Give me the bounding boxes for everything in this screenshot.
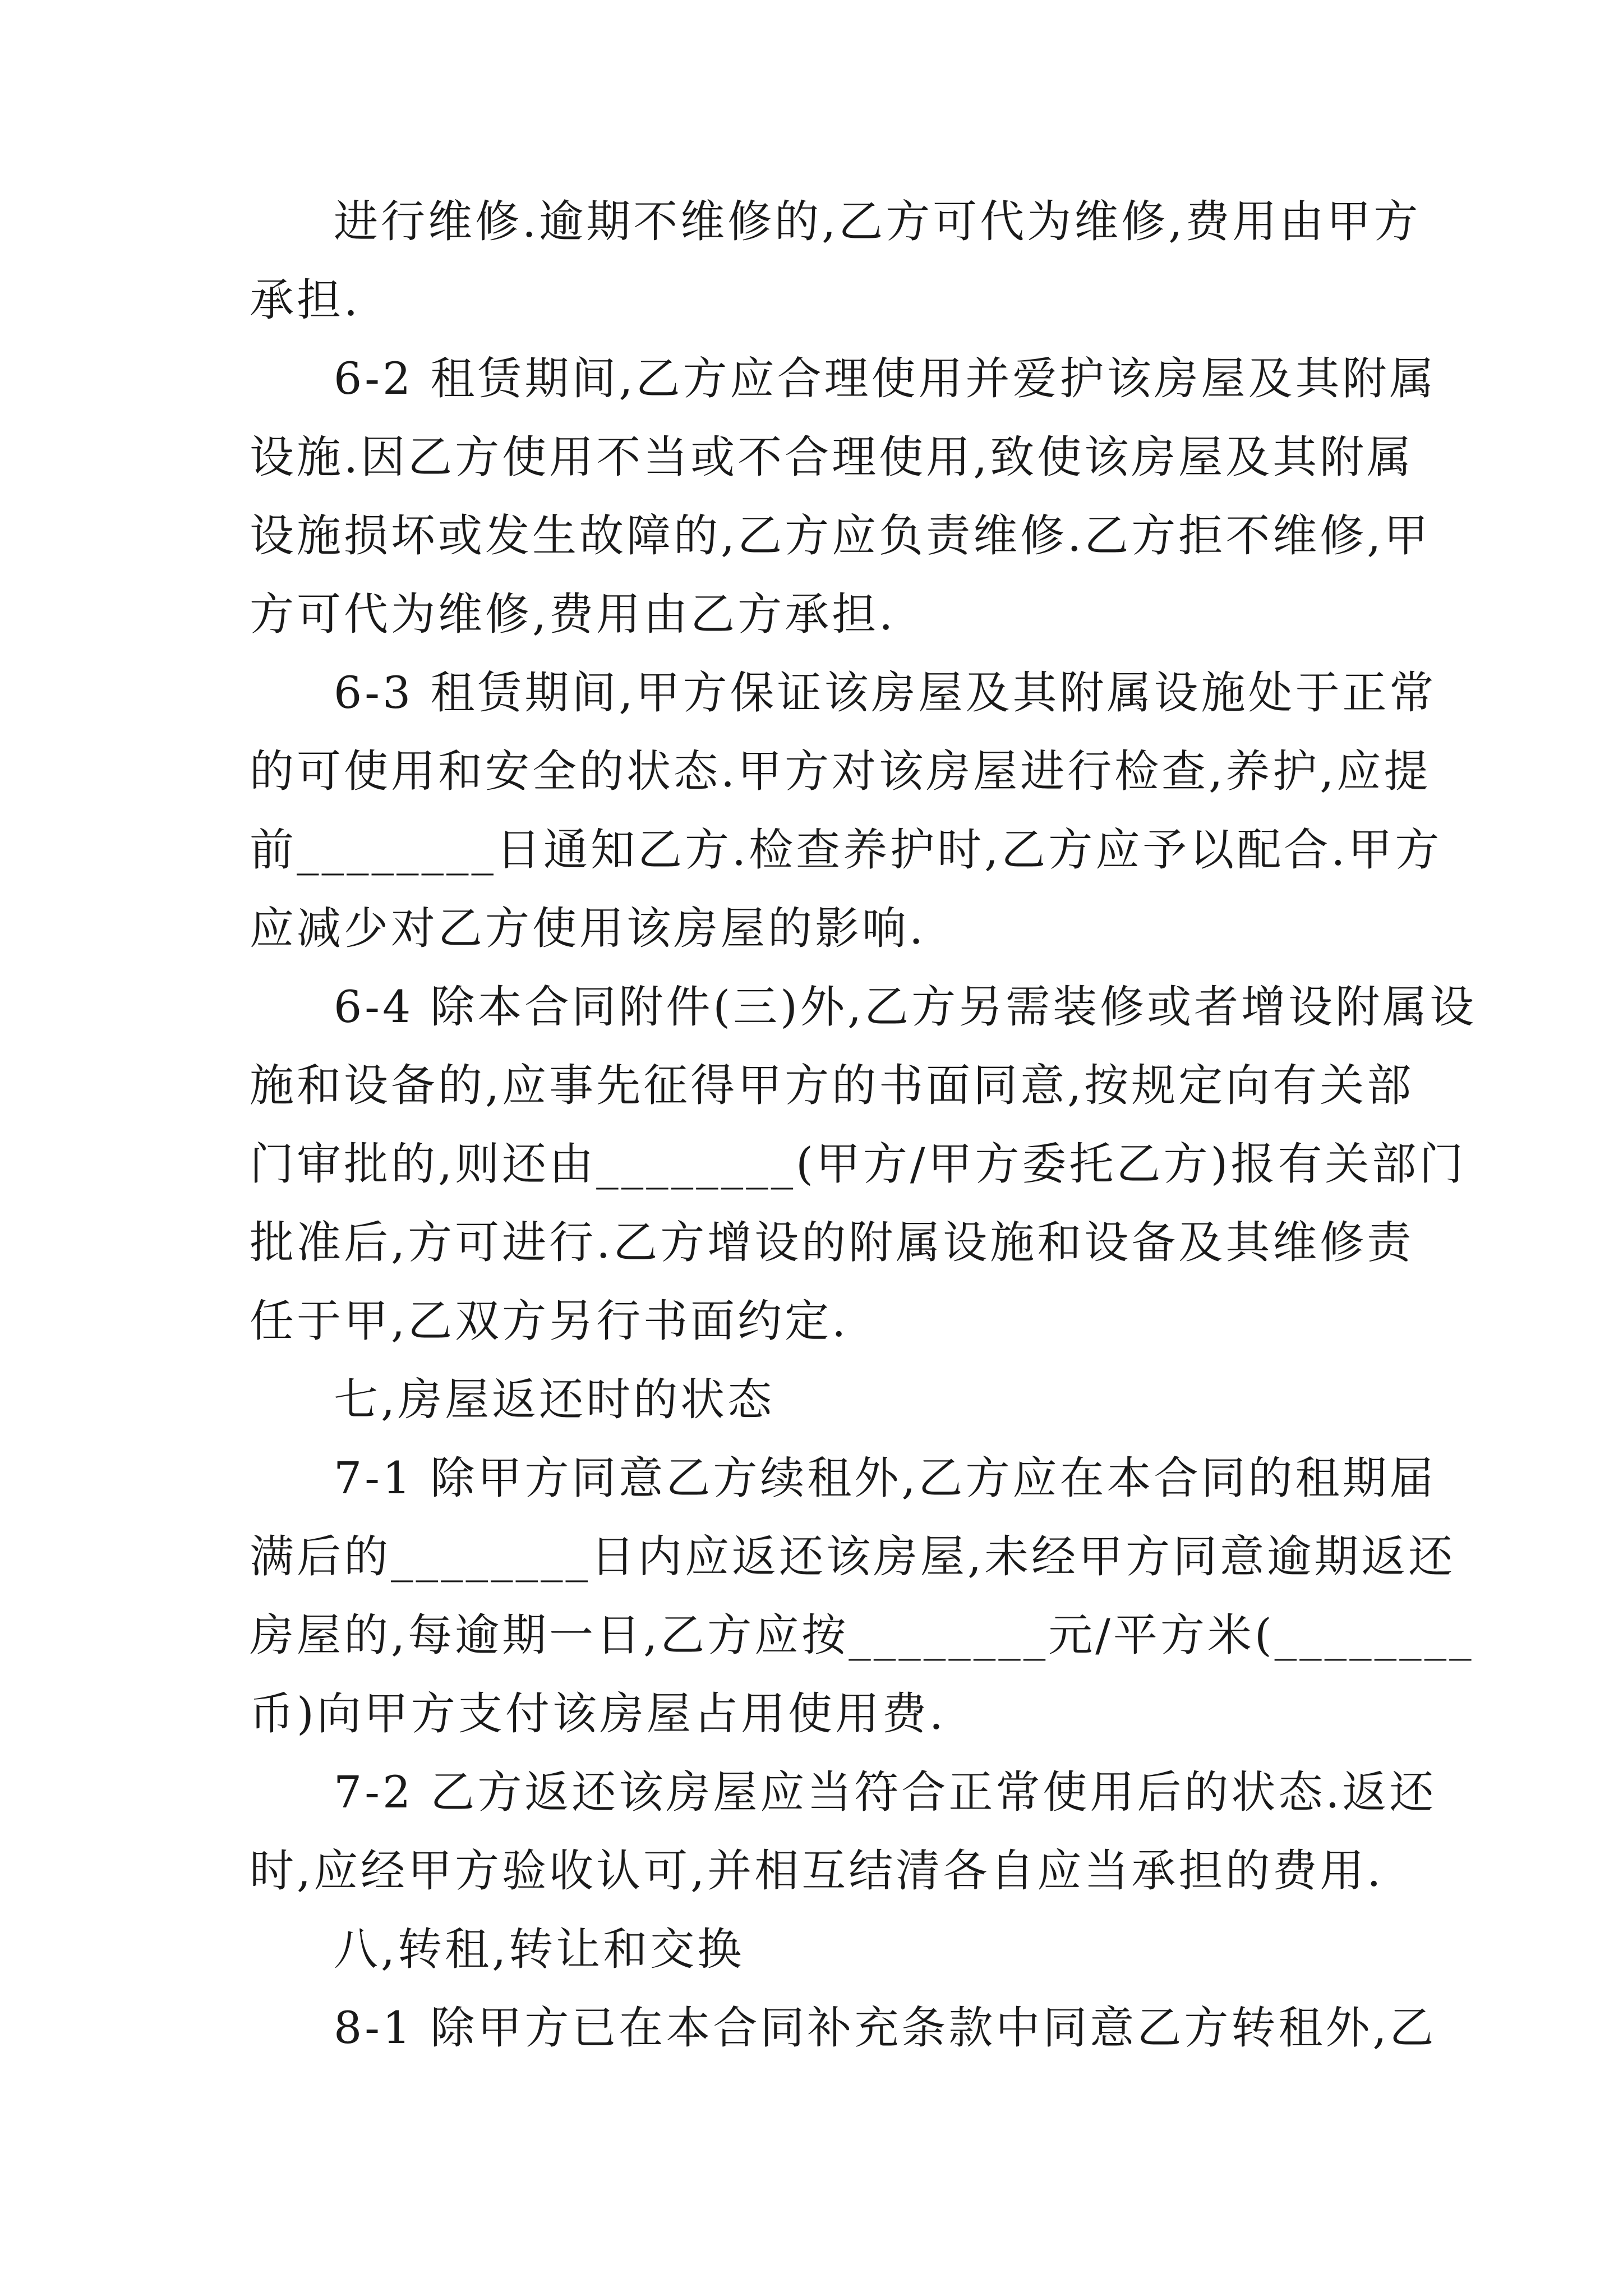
- text-line: 满后的________日内应返还该房屋,未经甲方同意逾期返还: [250, 1531, 1456, 1582]
- text-line: 币)向甲方支付该房屋占用使用费.: [250, 1688, 946, 1740]
- text-line: 的可使用和安全的状态.甲方对该房屋进行检查,养护,应提: [250, 746, 1431, 797]
- text-line: 任于甲,乙双方另行书面约定.: [250, 1295, 849, 1347]
- text-line: 承担.: [250, 274, 361, 326]
- text-line: 进行维修.逾期不维修的,乙方可代为维修,费用由甲方: [334, 196, 1421, 247]
- text-line: 时,应经甲方验收认可,并相互结清各自应当承担的费用.: [250, 1845, 1384, 1897]
- text-line: 前________日通知乙方.检查养护时,乙方应予以配合.甲方: [250, 824, 1442, 876]
- section-heading: 八,转租,转让和交换: [334, 1924, 745, 1975]
- text-line: 6-4 除本合同附件(三)外,乙方另需装修或者增设附属设: [334, 981, 1477, 1033]
- text-line: 设施.因乙方使用不当或不合理使用,致使该房屋及其附属: [250, 431, 1414, 483]
- text-line: 7-2 乙方返还该房屋应当符合正常使用后的状态.返还: [334, 1766, 1437, 1818]
- text-line: 8-1 除甲方已在本合同补充条款中同意乙方转租外,乙: [334, 2002, 1437, 2054]
- text-line: 设施损坏或发生故障的,乙方应负责维修.乙方拒不维修,甲: [250, 510, 1431, 562]
- text-line: 房屋的,每逾期一日,乙方应按________元/平方米(________: [250, 1609, 1474, 1661]
- text-line: 方可代为维修,费用由乙方承担.: [250, 588, 896, 640]
- document-page: [250, 0, 1477, 2296]
- text-line: 6-3 租赁期间,甲方保证该房屋及其附属设施处于正常: [334, 667, 1437, 719]
- text-line: 7-1 除甲方同意乙方续租外,乙方应在本合同的租期届: [334, 1452, 1437, 1504]
- text-line: 批准后,方可进行.乙方增设的附属设施和设备及其维修责: [250, 1217, 1414, 1268]
- text-line: 应减少对乙方使用该房屋的影响.: [250, 903, 926, 954]
- text-line: 门审批的,则还由________(甲方/甲方委托乙方)报有关部门: [250, 1138, 1467, 1190]
- text-line: 6-2 租赁期间,乙方应合理使用并爱护该房屋及其附属: [334, 353, 1437, 404]
- section-heading: 七,房屋返还时的状态: [334, 1374, 775, 1425]
- text-line: 施和设备的,应事先征得甲方的书面同意,按规定向有关部: [250, 1060, 1414, 1111]
